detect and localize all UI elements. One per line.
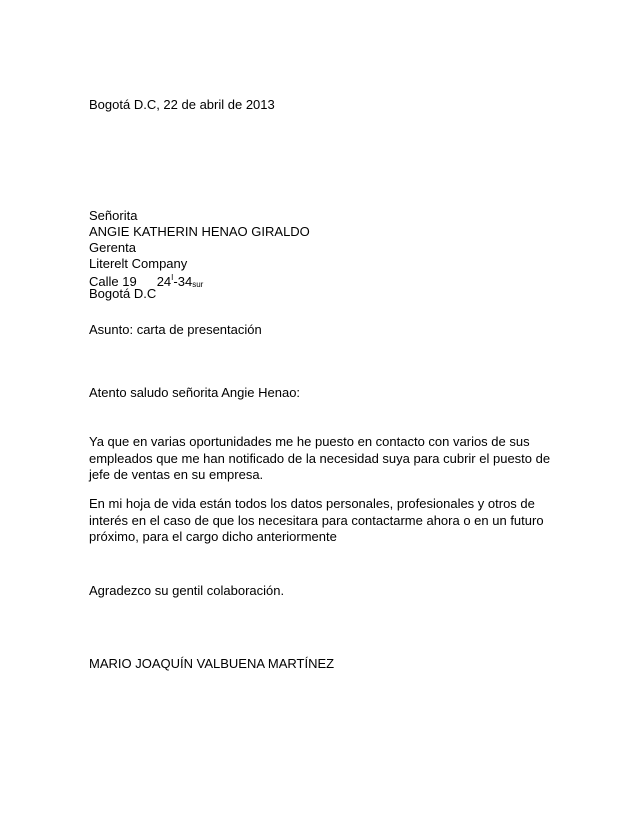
address-superscript: I <box>171 273 174 282</box>
address-suffix: -34 <box>173 274 193 289</box>
body-paragraph-1 <box>89 434 549 484</box>
address-street: Calle 19 <box>89 274 137 289</box>
body-paragraph-2 <box>89 496 549 546</box>
recipient-salutation: Señorita <box>89 208 138 223</box>
address-subscript: sur <box>192 280 204 289</box>
body-paragraph-1-line: jefe de ventas en su empresa. <box>89 467 264 482</box>
recipient-name: ANGIE KATHERIN HENAO GIRALDO <box>89 224 310 239</box>
signature-name: MARIO JOAQUÍN VALBUENA MARTÍNEZ <box>89 656 335 671</box>
body-paragraph-1-line: Ya que en varias oportunidades me he puesto en contacto con varios de sus <box>89 434 530 449</box>
recipient-city: Bogotá D.C <box>89 286 157 301</box>
address-number: 24 <box>156 274 172 289</box>
greeting-line: Atento saludo señorita Angie Henao: <box>89 385 301 400</box>
date-line: Bogotá D.C, 22 de abril de 2013 <box>89 97 275 112</box>
body-paragraph-2-line: En mi hoja de vida están todos los datos personales, profesionales y otros de <box>89 496 535 511</box>
recipient-company: Literelt Company <box>89 256 188 271</box>
body-paragraph-2-line: interés en el caso de que los necesitara para contactarme ahora o en un futuro <box>89 512 544 528</box>
subject-line: Asunto: carta de presentación <box>89 322 262 337</box>
closing-line: Agradezco su gentil colaboración. <box>89 583 285 598</box>
body-paragraph-1-line: empleados que me han notificado de la necesidad suya para cubrir el puesto de <box>89 450 551 466</box>
body-paragraph-2-line: próximo, para el cargo dicho anteriormente <box>89 529 337 544</box>
recipient-title: Gerenta <box>89 240 136 255</box>
